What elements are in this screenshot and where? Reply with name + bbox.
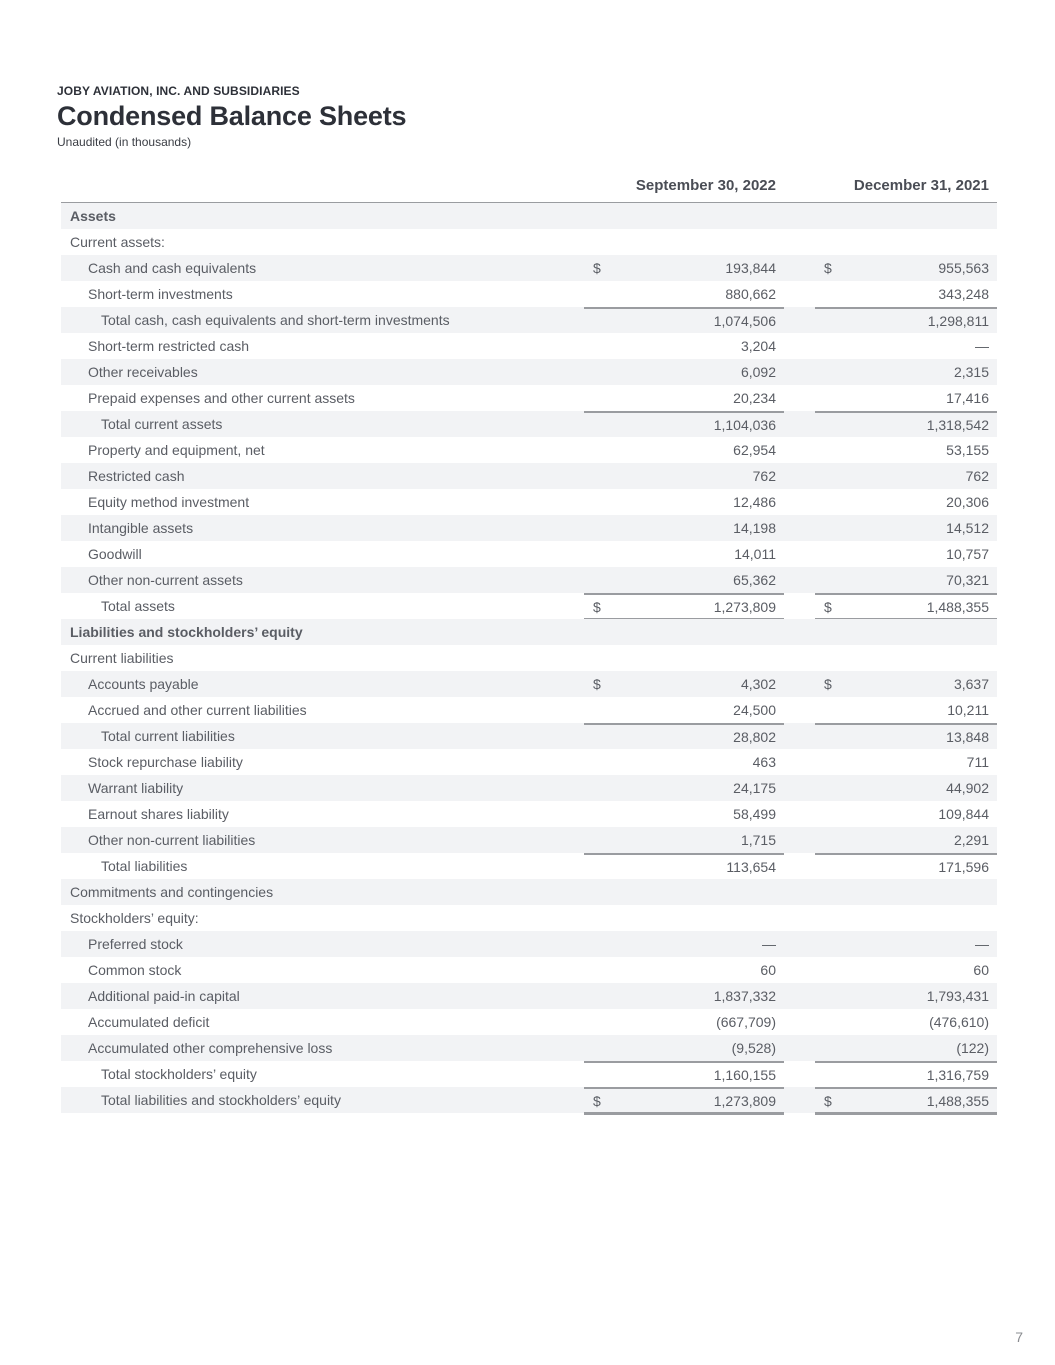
table-row: [61, 1035, 997, 1061]
table-row: [61, 463, 997, 489]
currency-symbol: $: [593, 1093, 601, 1109]
table-row: [61, 879, 997, 905]
table-row: [61, 931, 997, 957]
table-row: [61, 905, 997, 931]
value: 1,715: [740, 832, 776, 848]
value-cell-dec-2021: [815, 567, 997, 593]
value-cell-sep-2022: [584, 1061, 784, 1087]
value: 1,298,811: [927, 313, 989, 329]
value: 343,248: [938, 286, 989, 302]
value: 171,596: [938, 859, 989, 875]
table-row: [61, 489, 997, 515]
value-cell-sep-2022: [584, 385, 784, 411]
value: 1,488,355: [926, 1093, 989, 1109]
table-row: [61, 281, 997, 307]
value-cell-dec-2021: [815, 775, 997, 801]
table-row: [61, 723, 997, 749]
value-cell-sep-2022: [584, 255, 784, 281]
value: 28,802: [733, 729, 776, 745]
value-cell-dec-2021: [815, 281, 997, 307]
value: 193,844: [725, 260, 776, 276]
value-cell-sep-2022: [584, 983, 784, 1009]
balance-sheet-table: [61, 203, 997, 1113]
table-row: [61, 983, 997, 1009]
value-cell-dec-2021: [815, 307, 997, 333]
value-cell-sep-2022: [584, 1035, 784, 1061]
table-row: [61, 1087, 997, 1113]
table-row: [61, 359, 997, 385]
value: —: [975, 338, 989, 354]
row-label: Short-term investments: [88, 286, 233, 302]
value-cell-dec-2021: [815, 749, 997, 775]
value-cell-dec-2021: [815, 359, 997, 385]
value: 14,011: [734, 546, 776, 562]
table-row: [61, 957, 997, 983]
value-cell-sep-2022: [584, 593, 784, 619]
value: 24,500: [733, 702, 776, 718]
value-cell-dec-2021: [815, 1061, 997, 1087]
value: 1,074,506: [713, 313, 776, 329]
value: 60: [760, 962, 776, 978]
value-cell-sep-2022: [584, 489, 784, 515]
value: —: [762, 936, 776, 952]
row-label: Cash and cash equivalents: [88, 260, 257, 276]
value: 1,837,332: [713, 988, 776, 1004]
value-cell-dec-2021: [815, 515, 997, 541]
row-label: Total current liabilities: [101, 728, 235, 744]
table-row: [61, 671, 997, 697]
value: 4,302: [740, 676, 776, 692]
currency-symbol: $: [593, 260, 601, 276]
table-row: [61, 541, 997, 567]
row-label: Earnout shares liability: [88, 806, 229, 822]
row-label: Total assets: [101, 598, 175, 614]
value: 13,848: [946, 729, 989, 745]
value-cell-sep-2022: [584, 697, 784, 723]
value: 44,902: [946, 780, 989, 796]
value: 10,757: [946, 546, 989, 562]
table-row: [61, 853, 997, 879]
value-cell-sep-2022: [584, 411, 784, 437]
row-label: Common stock: [88, 962, 182, 978]
value: (9,528): [731, 1040, 776, 1056]
value-cell-sep-2022: [584, 281, 784, 307]
value-cell-dec-2021: [815, 1035, 997, 1061]
row-label: Current liabilities: [70, 650, 174, 666]
table-row: [61, 749, 997, 775]
row-label: Equity method investment: [88, 494, 250, 510]
value: 62,954: [733, 442, 776, 458]
value-cell-dec-2021: [815, 1009, 997, 1035]
currency-symbol: $: [593, 599, 601, 615]
value-cell-sep-2022: [584, 333, 784, 359]
row-label: Total cash, cash equivalents and short-term investments: [101, 312, 450, 328]
value-cell-dec-2021: [815, 463, 997, 489]
value-cell-dec-2021: [815, 853, 997, 879]
value: 762: [965, 468, 989, 484]
value: 1,316,759: [926, 1067, 989, 1083]
value: 955,563: [938, 260, 989, 276]
value: 762: [752, 468, 776, 484]
value: 3,637: [953, 676, 989, 692]
value-cell-sep-2022: [584, 775, 784, 801]
row-label: Preferred stock: [88, 936, 183, 952]
row-label: Accumulated deficit: [88, 1014, 210, 1030]
page-subtitle: Unaudited (in thousands): [57, 135, 192, 149]
table-row: [61, 307, 997, 333]
value-cell-sep-2022: [584, 437, 784, 463]
value-cell-sep-2022: [584, 307, 784, 333]
table-row: [61, 255, 997, 281]
value-cell-sep-2022: [584, 567, 784, 593]
row-label: Property and equipment, net: [88, 442, 265, 458]
row-label: Total stockholders’ equity: [101, 1066, 257, 1082]
value: 711: [966, 754, 989, 770]
value-cell-dec-2021: [815, 489, 997, 515]
value-cell-sep-2022: [584, 827, 784, 853]
value-cell-dec-2021: [815, 931, 997, 957]
table-row: [61, 333, 997, 359]
row-label: Commitments and contingencies: [70, 884, 274, 900]
value-cell-dec-2021: [815, 437, 997, 463]
table-row: [61, 697, 997, 723]
value-cell-dec-2021: [815, 723, 997, 749]
row-label: Accumulated other comprehensive loss: [88, 1040, 333, 1056]
table-row: [61, 801, 997, 827]
row-label: Accrued and other current liabilities: [88, 702, 307, 718]
value: 12,486: [733, 494, 776, 510]
row-label: Stock repurchase liability: [88, 754, 243, 770]
row-label: Stockholders’ equity:: [70, 910, 199, 926]
value-cell-dec-2021: [815, 333, 997, 359]
value-cell-sep-2022: [584, 1009, 784, 1035]
value: 65,362: [733, 572, 776, 588]
page-number: 7: [1015, 1329, 1023, 1345]
value-cell-sep-2022: [584, 463, 784, 489]
value-cell-sep-2022: [584, 957, 784, 983]
value: 70,321: [946, 572, 989, 588]
value-cell-dec-2021: [815, 957, 997, 983]
value: 113,654: [726, 859, 776, 875]
row-label: Current assets:: [70, 234, 165, 250]
table-row: [61, 1061, 997, 1087]
value: —: [975, 936, 989, 952]
table-row: [61, 827, 997, 853]
value-cell-sep-2022: [584, 801, 784, 827]
value: 2,291: [953, 832, 989, 848]
value-cell-sep-2022: [584, 749, 784, 775]
value-cell-sep-2022: [584, 359, 784, 385]
section-header-row: [61, 203, 997, 229]
row-label: Intangible assets: [88, 520, 194, 536]
value: 2,315: [953, 364, 989, 380]
currency-symbol: $: [824, 1093, 832, 1109]
value: 10,211: [947, 702, 989, 718]
value: 6,092: [740, 364, 776, 380]
value-cell-dec-2021: [815, 411, 997, 437]
row-label: Prepaid expenses and other current assets: [88, 390, 355, 406]
value: 1,273,809: [713, 1093, 776, 1109]
value-cell-dec-2021: [815, 697, 997, 723]
value-cell-dec-2021: [815, 827, 997, 853]
value-cell-dec-2021: [815, 801, 997, 827]
value-cell-sep-2022: [584, 1087, 784, 1113]
page-title: Condensed Balance Sheets: [57, 101, 407, 131]
row-label: Other non-current liabilities: [88, 832, 256, 848]
currency-symbol: $: [824, 599, 832, 615]
currency-symbol: $: [593, 676, 601, 692]
value-cell-dec-2021: [815, 385, 997, 411]
value: 17,416: [946, 390, 989, 406]
table-row: [61, 229, 997, 255]
value: 463: [752, 754, 776, 770]
value-cell-dec-2021: [815, 255, 997, 281]
value: 1,488,355: [926, 599, 989, 615]
table-row: [61, 411, 997, 437]
row-label: Restricted cash: [88, 468, 185, 484]
value: 14,198: [733, 520, 776, 536]
value-cell-sep-2022: [584, 723, 784, 749]
row-label: Other receivables: [88, 364, 198, 380]
table-row: [61, 385, 997, 411]
value: 3,204: [740, 338, 776, 354]
table-row: [61, 645, 997, 671]
value: 53,155: [946, 442, 989, 458]
value-cell-sep-2022: [584, 515, 784, 541]
row-label: Accounts payable: [88, 676, 199, 692]
value: (122): [956, 1040, 989, 1056]
value-cell-sep-2022: [584, 671, 784, 697]
row-label: Goodwill: [88, 546, 142, 562]
row-label: Short-term restricted cash: [88, 338, 250, 354]
table-row: [61, 775, 997, 801]
value: 14,512: [946, 520, 989, 536]
table-row: [61, 567, 997, 593]
value: (667,709): [716, 1014, 776, 1030]
table-row: [61, 515, 997, 541]
table-row: [61, 437, 997, 463]
table-row: [61, 593, 997, 619]
value-cell-dec-2021: [815, 593, 997, 619]
value: 24,175: [733, 780, 776, 796]
value: 1,160,155: [713, 1067, 776, 1083]
value-cell-sep-2022: [584, 541, 784, 567]
row-label: Assets: [70, 208, 116, 224]
column-header-sep-2022: September 30, 2022: [635, 177, 776, 194]
value-cell-dec-2021: [815, 983, 997, 1009]
row-label: Total current assets: [101, 416, 223, 432]
value: 880,662: [725, 286, 776, 302]
value-cell-dec-2021: [815, 671, 997, 697]
value: 20,234: [733, 390, 776, 406]
value: 1,318,542: [926, 417, 989, 433]
currency-symbol: $: [824, 676, 832, 692]
value: 109,844: [938, 806, 989, 822]
row-label: Total liabilities: [101, 858, 188, 874]
row-label: Total liabilities and stockholders’ equity: [101, 1092, 341, 1108]
value: 1,104,036: [713, 417, 776, 433]
value-cell-sep-2022: [584, 931, 784, 957]
value: 60: [973, 962, 989, 978]
value-cell-dec-2021: [815, 541, 997, 567]
value: 1,793,431: [926, 988, 989, 1004]
currency-symbol: $: [824, 260, 832, 276]
section-header-row: [61, 619, 997, 645]
value: 20,306: [946, 494, 989, 510]
value-cell-sep-2022: [584, 853, 784, 879]
row-label: Additional paid-in capital: [88, 988, 240, 1004]
value: (476,610): [929, 1014, 989, 1030]
table-row: [61, 1009, 997, 1035]
row-label: Other non-current assets: [88, 572, 243, 588]
row-label: Warrant liability: [88, 780, 184, 796]
company-name: JOBY AVIATION, INC. AND SUBSIDIARIES: [57, 84, 300, 98]
value: 58,499: [733, 806, 776, 822]
value: 1,273,809: [713, 599, 776, 615]
value-cell-dec-2021: [815, 1087, 997, 1113]
row-label: Liabilities and stockholders’ equity: [70, 624, 303, 640]
column-header-dec-2021: December 31, 2021: [853, 177, 989, 194]
